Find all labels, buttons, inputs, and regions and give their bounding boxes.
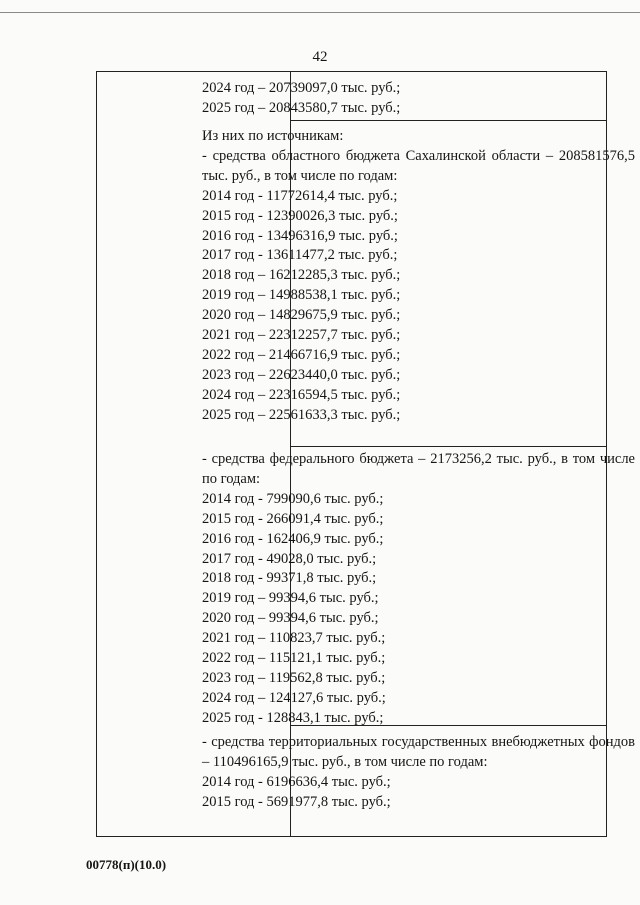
year-line: 2023 год – 119562,8 тыс. руб.; bbox=[202, 669, 386, 686]
year-line: 2018 год – 16212285,3 тыс. руб.; bbox=[202, 267, 401, 284]
sources-heading: Из них по источникам: bbox=[202, 128, 344, 144]
extra-budgetary-funds-intro: - средства территориальных государственных внебюджетных фондов – 110496165,9 тыс. руб., в том числе по годам: bbox=[202, 734, 635, 770]
year-line: 2023 год – 22623440,0 тыс. руб.; bbox=[202, 366, 401, 383]
year-line: 2015 год - 12390026,3 тыс. руб.; bbox=[202, 207, 398, 224]
year-line: 2016 год - 162406,9 тыс. руб.; bbox=[202, 530, 384, 547]
year-line: 2022 год – 21466716,9 тыс. руб.; bbox=[202, 346, 401, 363]
year-line: 2021 год – 110823,7 тыс. руб.; bbox=[202, 630, 386, 647]
year-line: 2014 год - 799090,6 тыс. руб.; bbox=[202, 490, 384, 507]
year-line: 2024 год – 22316594,5 тыс. руб.; bbox=[202, 386, 401, 403]
year-line: 2017 год - 49028,0 тыс. руб.; bbox=[202, 550, 377, 567]
year-line: 2024 год – 20739097,0 тыс. руб.; bbox=[202, 80, 401, 96]
year-line: 2024 год – 124127,6 тыс. руб.; bbox=[202, 689, 386, 706]
total-funding-cell bbox=[202, 79, 635, 119]
year-line: 2022 год – 115121,1 тыс. руб.; bbox=[202, 650, 386, 667]
year-line: 2015 год - 266091,4 тыс. руб.; bbox=[202, 510, 384, 527]
extra-budgetary-funds-cell bbox=[202, 733, 635, 813]
year-line: 2019 год – 14988538,1 тыс. руб.; bbox=[202, 287, 401, 304]
year-line: 2017 год - 13611477,2 тыс. руб.; bbox=[202, 247, 398, 264]
top-rule bbox=[0, 12, 640, 13]
row-divider bbox=[290, 120, 606, 121]
row-divider bbox=[290, 446, 606, 447]
year-line: 2016 год - 13496316,9 тыс. руб.; bbox=[202, 227, 398, 244]
year-line: 2025 год – 22561633,3 тыс. руб.; bbox=[202, 406, 401, 423]
year-line: 2021 год – 22312257,7 тыс. руб.; bbox=[202, 327, 401, 344]
regional-budget-cell bbox=[202, 127, 635, 426]
page-number: 42 bbox=[312, 49, 328, 65]
federal-budget-intro: - средства федерального бюджета – 2173256,2 тыс. руб., в том числе по годам: bbox=[202, 451, 635, 487]
year-line: 2018 год - 99371,8 тыс. руб.; bbox=[202, 570, 377, 587]
year-line: 2020 год – 99394,6 тыс. руб.; bbox=[202, 610, 379, 627]
document-code: 00778(п)(10.0) bbox=[86, 857, 167, 872]
year-line: 2025 год – 20843580,7 тыс. руб.; bbox=[202, 99, 401, 116]
year-line: 2015 год - 5691977,8 тыс. руб.; bbox=[202, 793, 391, 810]
year-line: 2025 год - 128843,1 тыс. руб.; bbox=[202, 709, 384, 726]
year-line: 2019 год – 99394,6 тыс. руб.; bbox=[202, 590, 379, 607]
federal-budget-cell bbox=[202, 450, 635, 729]
year-line: 2014 год - 11772614,4 тыс. руб.; bbox=[202, 187, 398, 204]
regional-budget-intro: - средства областного бюджета Сахалинской области – 208581576,5 тыс. руб., в том числе по годам: bbox=[202, 147, 635, 184]
year-line: 2020 год – 14829675,9 тыс. руб.; bbox=[202, 307, 401, 324]
year-line: 2014 год - 6196636,4 тыс. руб.; bbox=[202, 773, 391, 790]
